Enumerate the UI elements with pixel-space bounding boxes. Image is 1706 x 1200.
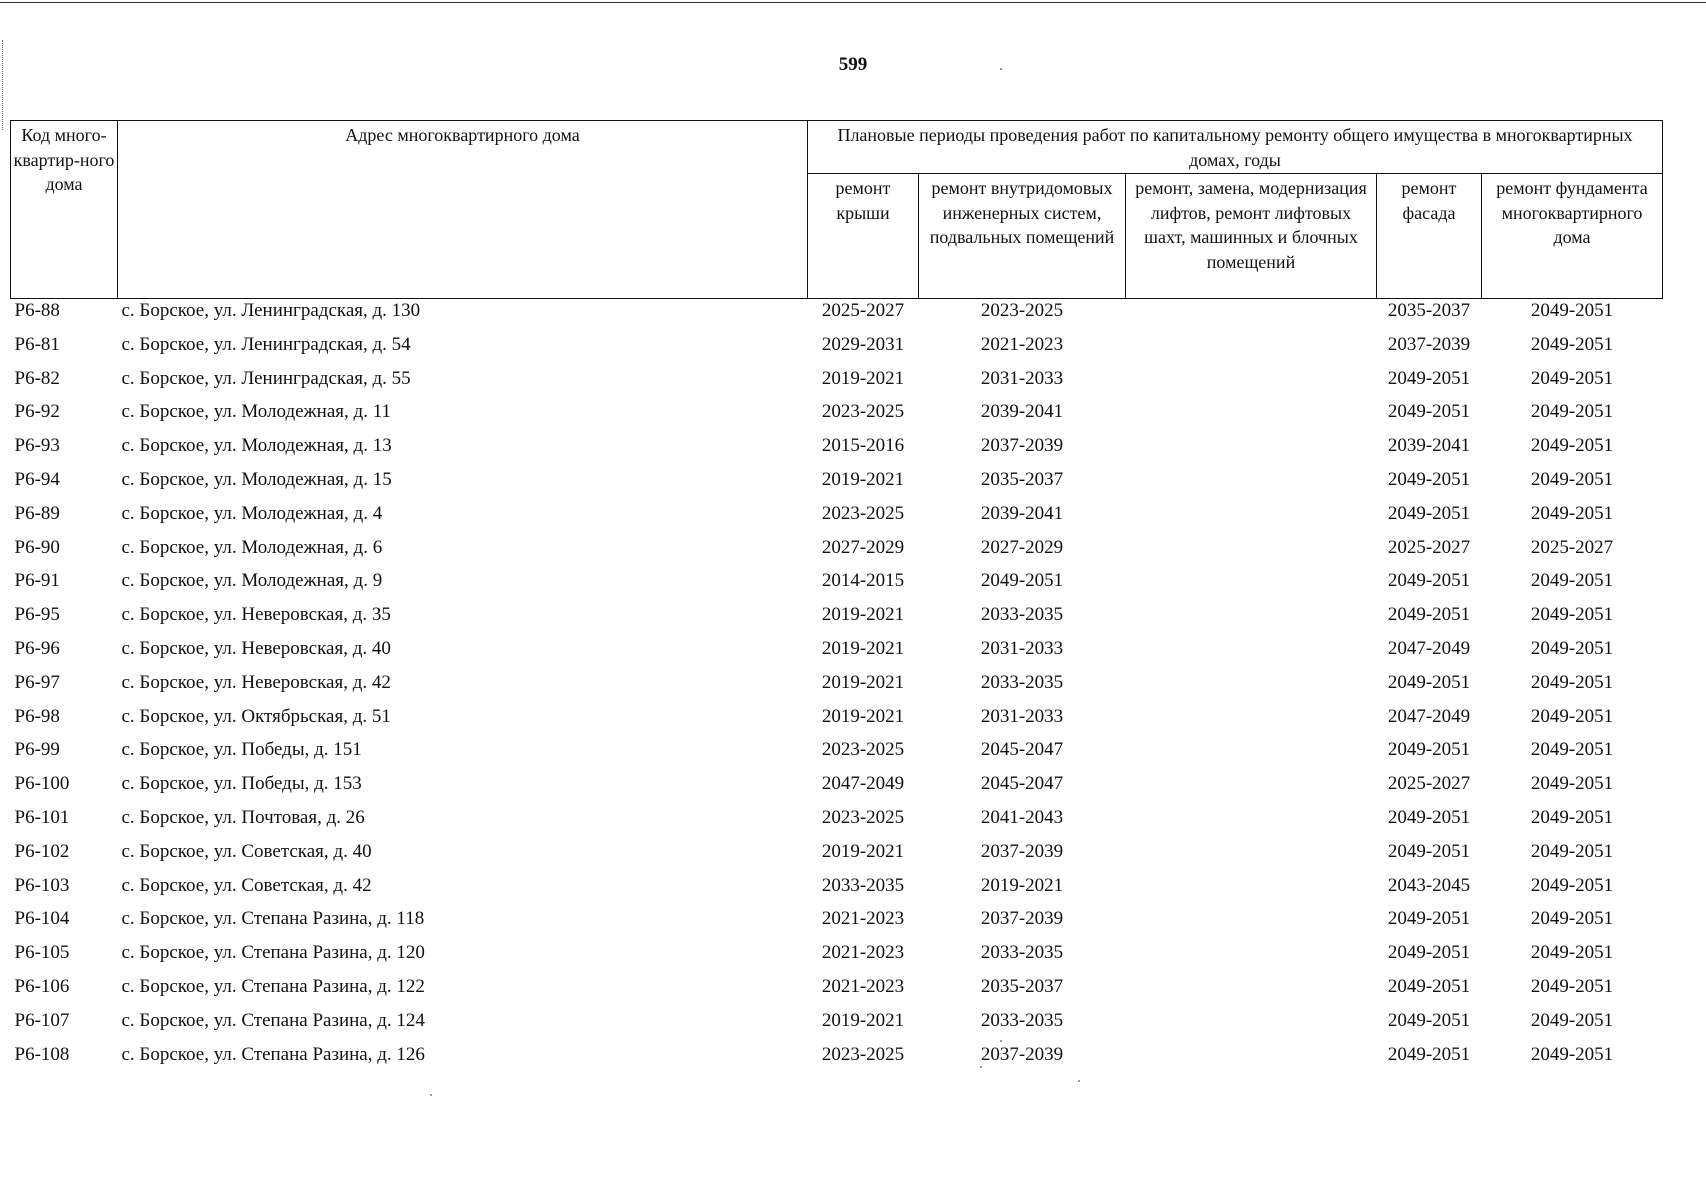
cell-roof: 2019-2021 <box>821 840 905 862</box>
cell-elevators <box>1126 1043 1377 1077</box>
cell-facade: 2049-2051 <box>1387 367 1471 389</box>
table-row <box>11 569 1663 603</box>
cell-facade: 2039-2041 <box>1387 435 1471 457</box>
cell-foundation: 2049-2051 <box>1530 671 1614 693</box>
header-code: Код много-квартир-ного дома <box>11 121 118 299</box>
cell-foundation: 2049-2051 <box>1530 739 1614 761</box>
cell-roof: 2014-2015 <box>821 570 905 592</box>
cell-address: с. Борское, ул. Степана Разина, д. 118 <box>121 908 425 930</box>
cell-elevators <box>1126 637 1377 671</box>
cell-foundation: 2049-2051 <box>1530 1009 1614 1031</box>
cell-facade: 2049-2051 <box>1387 840 1471 862</box>
cell-address: с. Борское, ул. Степана Разина, д. 120 <box>121 942 425 964</box>
cell-elevators <box>1126 975 1377 1009</box>
cell-internal-systems: 2041-2043 <box>980 806 1064 828</box>
cell-code: Р6-97 <box>14 671 60 693</box>
cell-roof: 2019-2021 <box>821 468 905 490</box>
cell-code: Р6-108 <box>14 1043 70 1065</box>
cell-address: с. Борское, ул. Молодежная, д. 15 <box>121 468 392 490</box>
header-address: Адрес многоквартирного дома <box>118 121 808 299</box>
cell-internal-systems: 2039-2041 <box>980 502 1064 524</box>
cell-elevators <box>1126 434 1377 468</box>
cell-facade: 2035-2037 <box>1387 300 1471 321</box>
table-row <box>11 502 1663 536</box>
cell-roof: 2021-2023 <box>821 942 905 964</box>
cell-internal-systems: 2023-2025 <box>980 300 1064 321</box>
table-row <box>11 874 1663 908</box>
header-roof: ремонт крыши <box>808 174 919 299</box>
cell-address: с. Борское, ул. Молодежная, д. 13 <box>121 435 392 457</box>
cell-address: с. Борское, ул. Победы, д. 151 <box>121 739 362 761</box>
table-row <box>11 941 1663 975</box>
cell-internal-systems: 2027-2029 <box>980 536 1064 558</box>
cell-roof: 2019-2021 <box>821 671 905 693</box>
cell-code: Р6-94 <box>14 468 60 490</box>
table-body <box>11 299 1663 1077</box>
cell-facade: 2049-2051 <box>1387 942 1471 964</box>
cell-code: Р6-107 <box>14 1009 70 1031</box>
cell-address: с. Борское, ул. Молодежная, д. 4 <box>121 502 383 524</box>
header-internal-systems: ремонт внутридомовых инженерных систем, подвальных помещений <box>919 174 1126 299</box>
table-row <box>11 806 1663 840</box>
cell-roof: 2023-2025 <box>821 502 905 524</box>
header-periods-group: Плановые периоды проведения работ по капитальному ремонту общего имущества в многоквартирных домах, годы <box>808 121 1663 174</box>
cell-roof: 2023-2025 <box>821 1043 905 1065</box>
cell-address: с. Борское, ул. Молодежная, д. 6 <box>121 536 383 558</box>
cell-roof: 2033-2035 <box>821 874 905 896</box>
cell-foundation: 2049-2051 <box>1530 942 1614 964</box>
cell-internal-systems: 2035-2037 <box>980 975 1064 997</box>
cell-internal-systems: 2031-2033 <box>980 367 1064 389</box>
cell-foundation: 2049-2051 <box>1530 435 1614 457</box>
cell-foundation: 2049-2051 <box>1530 300 1614 321</box>
cell-address: с. Борское, ул. Октябрьская, д. 51 <box>121 705 391 727</box>
cell-address: с. Борское, ул. Неверовская, д. 35 <box>121 604 391 626</box>
table-row <box>11 671 1663 705</box>
cell-foundation: 2049-2051 <box>1530 874 1614 896</box>
cell-internal-systems: 2037-2039 <box>980 435 1064 457</box>
cell-code: Р6-98 <box>14 705 60 727</box>
cell-roof: 2021-2023 <box>821 908 905 930</box>
cell-internal-systems: 2033-2035 <box>980 1009 1064 1031</box>
header-elevators: ремонт, замена, модернизация лифтов, ремонт лифтовых шахт, машинных и блочных помещений <box>1126 174 1377 299</box>
cell-facade: 2025-2027 <box>1387 536 1471 558</box>
scan-speck <box>980 1066 982 1068</box>
cell-foundation: 2049-2051 <box>1530 637 1614 659</box>
cell-elevators <box>1126 569 1377 603</box>
cell-elevators <box>1126 874 1377 908</box>
table-row <box>11 367 1663 401</box>
table-row <box>11 840 1663 874</box>
cell-roof: 2023-2025 <box>821 401 905 423</box>
scan-speck <box>1000 1040 1002 1042</box>
cell-internal-systems: 2019-2021 <box>980 874 1064 896</box>
cell-address: с. Борское, ул. Ленинградская, д. 130 <box>121 300 421 321</box>
cell-internal-systems: 2021-2023 <box>980 333 1064 355</box>
cell-elevators <box>1126 806 1377 840</box>
cell-elevators <box>1126 671 1377 705</box>
cell-facade: 2043-2045 <box>1387 874 1471 896</box>
table-row <box>11 637 1663 671</box>
cell-internal-systems: 2033-2035 <box>980 942 1064 964</box>
cell-foundation: 2049-2051 <box>1530 806 1614 828</box>
cell-roof: 2027-2029 <box>821 536 905 558</box>
cell-foundation: 2049-2051 <box>1530 840 1614 862</box>
table-row <box>11 400 1663 434</box>
cell-foundation: 2049-2051 <box>1530 975 1614 997</box>
table-row <box>11 772 1663 806</box>
cell-internal-systems: 2033-2035 <box>980 604 1064 626</box>
cell-internal-systems: 2045-2047 <box>980 739 1064 761</box>
cell-elevators <box>1126 738 1377 772</box>
table-row <box>11 603 1663 637</box>
table-row <box>11 299 1663 333</box>
cell-address: с. Борское, ул. Молодежная, д. 9 <box>121 570 383 592</box>
cell-roof: 2047-2049 <box>821 773 905 795</box>
cell-elevators <box>1126 299 1377 333</box>
cell-facade: 2049-2051 <box>1387 604 1471 626</box>
cell-facade: 2049-2051 <box>1387 468 1471 490</box>
cell-elevators <box>1126 603 1377 637</box>
table-header <box>11 121 1663 299</box>
cell-code: Р6-105 <box>14 942 70 964</box>
table-row <box>11 1043 1663 1077</box>
table-row <box>11 1009 1663 1043</box>
cell-foundation: 2025-2027 <box>1530 536 1614 558</box>
cell-code: Р6-103 <box>14 874 70 896</box>
cell-elevators <box>1126 400 1377 434</box>
cell-elevators <box>1126 1009 1377 1043</box>
header-facade: ремонт фасада <box>1377 174 1482 299</box>
cell-facade: 2049-2051 <box>1387 502 1471 524</box>
cell-foundation: 2049-2051 <box>1530 333 1614 355</box>
cell-foundation: 2049-2051 <box>1530 502 1614 524</box>
cell-roof: 2019-2021 <box>821 367 905 389</box>
table-row <box>11 738 1663 772</box>
cell-elevators <box>1126 772 1377 806</box>
cell-code: Р6-104 <box>14 908 70 930</box>
capital-repair-schedule-table <box>10 120 1663 1076</box>
cell-internal-systems: 2031-2033 <box>980 705 1064 727</box>
cell-roof: 2019-2021 <box>821 637 905 659</box>
cell-address: с. Борское, ул. Степана Разина, д. 124 <box>121 1009 425 1031</box>
cell-code: Р6-89 <box>14 502 60 524</box>
cell-elevators <box>1126 367 1377 401</box>
cell-address: с. Борское, ул. Почтовая, д. 26 <box>121 806 365 828</box>
top-rule <box>0 2 1706 3</box>
cell-facade: 2049-2051 <box>1387 908 1471 930</box>
cell-code: Р6-88 <box>14 300 60 321</box>
cell-roof: 2021-2023 <box>821 975 905 997</box>
cell-roof: 2023-2025 <box>821 806 905 828</box>
cell-internal-systems: 2033-2035 <box>980 671 1064 693</box>
cell-code: Р6-96 <box>14 637 60 659</box>
cell-internal-systems: 2031-2033 <box>980 637 1064 659</box>
cell-code: Р6-81 <box>14 333 60 355</box>
cell-roof: 2015-2016 <box>821 435 905 457</box>
cell-elevators <box>1126 502 1377 536</box>
table-row <box>11 468 1663 502</box>
cell-elevators <box>1126 468 1377 502</box>
cell-foundation: 2049-2051 <box>1530 367 1614 389</box>
scan-speck <box>430 1094 432 1096</box>
table-row <box>11 705 1663 739</box>
cell-internal-systems: 2037-2039 <box>980 1043 1064 1065</box>
cell-internal-systems: 2049-2051 <box>980 570 1064 592</box>
cell-facade: 2037-2039 <box>1387 333 1471 355</box>
cell-code: Р6-92 <box>14 401 60 423</box>
cell-roof: 2019-2021 <box>821 604 905 626</box>
cell-facade: 2025-2027 <box>1387 773 1471 795</box>
cell-facade: 2049-2051 <box>1387 1009 1471 1031</box>
cell-code: Р6-106 <box>14 975 70 997</box>
cell-foundation: 2049-2051 <box>1530 1043 1614 1065</box>
cell-roof: 2023-2025 <box>821 739 905 761</box>
cell-code: Р6-91 <box>14 570 60 592</box>
cell-address: с. Борское, ул. Победы, д. 153 <box>121 773 362 795</box>
cell-facade: 2047-2049 <box>1387 705 1471 727</box>
cell-foundation: 2049-2051 <box>1530 570 1614 592</box>
cell-roof: 2019-2021 <box>821 705 905 727</box>
cell-facade: 2049-2051 <box>1387 401 1471 423</box>
cell-foundation: 2049-2051 <box>1530 468 1614 490</box>
cell-code: Р6-101 <box>14 806 70 828</box>
cell-elevators <box>1126 705 1377 739</box>
cell-address: с. Борское, ул. Молодежная, д. 11 <box>121 401 391 423</box>
cell-facade: 2049-2051 <box>1387 806 1471 828</box>
cell-code: Р6-95 <box>14 604 60 626</box>
cell-facade: 2047-2049 <box>1387 637 1471 659</box>
cell-facade: 2049-2051 <box>1387 570 1471 592</box>
cell-foundation: 2049-2051 <box>1530 705 1614 727</box>
cell-foundation: 2049-2051 <box>1530 604 1614 626</box>
cell-internal-systems: 2037-2039 <box>980 908 1064 930</box>
cell-elevators <box>1126 907 1377 941</box>
scan-speck <box>1078 1080 1080 1082</box>
cell-internal-systems: 2035-2037 <box>980 468 1064 490</box>
cell-elevators <box>1126 840 1377 874</box>
cell-internal-systems: 2045-2047 <box>980 773 1064 795</box>
cell-roof: 2029-2031 <box>821 333 905 355</box>
cell-elevators <box>1126 333 1377 367</box>
cell-code: Р6-90 <box>14 536 60 558</box>
cell-code: Р6-102 <box>14 840 70 862</box>
header-foundation: ремонт фундамента многоквартирного дома <box>1482 174 1663 299</box>
cell-elevators <box>1126 536 1377 570</box>
cell-facade: 2049-2051 <box>1387 671 1471 693</box>
cell-address: с. Борское, ул. Советская, д. 40 <box>121 840 372 862</box>
cell-foundation: 2049-2051 <box>1530 773 1614 795</box>
cell-address: с. Борское, ул. Ленинградская, д. 55 <box>121 367 411 389</box>
cell-address: с. Борское, ул. Ленинградская, д. 54 <box>121 333 411 355</box>
cell-roof: 2025-2027 <box>821 300 905 321</box>
table-row <box>11 333 1663 367</box>
cell-address: с. Борское, ул. Неверовская, д. 42 <box>121 671 391 693</box>
cell-internal-systems: 2039-2041 <box>980 401 1064 423</box>
cell-roof: 2019-2021 <box>821 1009 905 1031</box>
cell-address: с. Борское, ул. Степана Разина, д. 122 <box>121 975 425 997</box>
cell-address: с. Борское, ул. Советская, д. 42 <box>121 874 372 896</box>
table-row <box>11 975 1663 1009</box>
scan-speck <box>1000 68 1002 70</box>
cell-facade: 2049-2051 <box>1387 1043 1471 1065</box>
cell-address: с. Борское, ул. Степана Разина, д. 126 <box>121 1043 425 1065</box>
cell-facade: 2049-2051 <box>1387 739 1471 761</box>
cell-facade: 2049-2051 <box>1387 975 1471 997</box>
cell-elevators <box>1126 941 1377 975</box>
cell-foundation: 2049-2051 <box>1530 908 1614 930</box>
cell-code: Р6-99 <box>14 739 60 761</box>
cell-internal-systems: 2037-2039 <box>980 840 1064 862</box>
page-number: 599 <box>838 54 868 75</box>
cell-code: Р6-100 <box>14 773 70 795</box>
cell-address: с. Борское, ул. Неверовская, д. 40 <box>121 637 391 659</box>
table-row <box>11 434 1663 468</box>
table-row <box>11 907 1663 941</box>
cell-code: Р6-82 <box>14 367 60 389</box>
cell-foundation: 2049-2051 <box>1530 401 1614 423</box>
table-row <box>11 536 1663 570</box>
cell-code: Р6-93 <box>14 435 60 457</box>
